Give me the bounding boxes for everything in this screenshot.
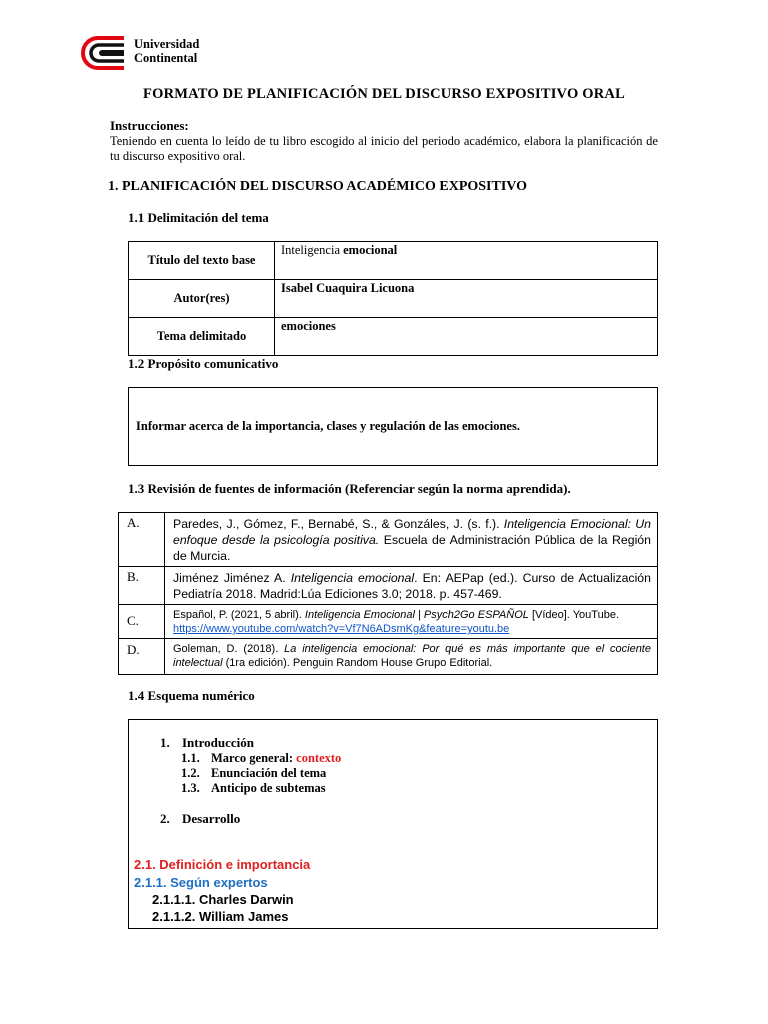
reference-b-authors: Jiménez Jiménez A. <box>173 571 291 585</box>
logo-line-2: Continental <box>134 51 198 65</box>
reference-b-title: Inteligencia emocional <box>290 571 415 585</box>
reference-d-title: La inteligencia emocional: Por qué es más importante que el cociente intelectual <box>173 643 651 669</box>
outline-number: 1.1. <box>181 751 200 765</box>
subsection-1-3-heading: 1.3 Revisión de fuentes de información (Referenciar según la norma aprendida). <box>128 481 571 496</box>
outline-item-1-3: Anticipo de subtemas <box>211 781 326 795</box>
reference-c-link[interactable]: https://www.youtube.com/watch?v=Vf7N6ADsmKg&feature=youtu.be <box>173 623 510 635</box>
instructions-heading: Instrucciones: <box>110 118 189 133</box>
continental-logo-icon <box>80 34 128 72</box>
reference-a <box>165 513 658 567</box>
table-row <box>129 242 658 280</box>
reference-c <box>165 605 658 639</box>
outline-number: 1.2. <box>181 766 200 780</box>
topic-table <box>128 241 658 356</box>
reference-b-publisher: . En: AEPap (ed.). Curso de Actualización Pediatría 2018. Madrid:Lúa Ediciones 3.0; 2018. p. 457-469. <box>173 571 651 601</box>
instructions-text: Teniendo en cuenta lo leído de tu libro escogido al inicio del periodo académico, elabora la planificación de tu discurso expositivo oral. <box>110 134 658 163</box>
outline-item-2-1-1: 2.1.1. Según expertos <box>134 875 268 890</box>
author-label: Autor(res) <box>129 280 275 318</box>
reference-a-title: Inteligencia Emocional: Un enfoque desde la psicología positiva. <box>173 517 651 547</box>
reference-b <box>165 567 658 605</box>
table-row <box>119 605 658 639</box>
reference-d-authors: Goleman, D. (2018). <box>173 643 285 655</box>
outline-number: 2. <box>160 811 170 826</box>
logo-wordmark <box>134 37 199 65</box>
topic-value: emociones <box>275 318 658 356</box>
subsection-1-1-heading: 1.1 Delimitación del tema <box>128 210 269 225</box>
reference-c-title: Inteligencia Emocional | Psych2Go ESPAÑOL <box>304 609 529 621</box>
outline-item-1-1 <box>211 751 341 766</box>
table-row <box>119 513 658 567</box>
outline-item-1-1-highlight: contexto <box>296 751 342 765</box>
reference-d-publisher: (1ra edición). Penguin Random House Grupo Editorial. <box>222 657 493 669</box>
purpose-text: Informar acerca de la importancia, clases y regulación de las emociones. <box>136 419 520 433</box>
reference-a-publisher: Escuela de Administración Pública de la Región de Murcia. <box>173 533 651 563</box>
reference-d <box>165 639 658 675</box>
reference-letter: B. <box>119 567 165 605</box>
university-logo <box>80 34 220 72</box>
outline-item-2-1-1-1: 2.1.1.1. Charles Darwin <box>152 892 294 907</box>
outline-item-1-2: Enunciación del tema <box>211 766 327 780</box>
title-value-part1: Inteligencia <box>281 243 344 257</box>
subsection-1-2-heading: 1.2 Propósito comunicativo <box>128 356 279 371</box>
outline-number: 1.3. <box>181 781 200 795</box>
section-1-heading: 1. PLANIFICACIÓN DEL DISCURSO ACADÉMICO EXPOSITIVO <box>108 179 528 194</box>
outline-number: 1. <box>160 735 170 750</box>
reference-c-source: [Vídeo]. YouTube. <box>528 609 620 621</box>
references-table <box>118 512 658 675</box>
outline-item-1: Introducción <box>182 735 254 750</box>
outline-item-1-1-label: Marco general: <box>211 751 297 765</box>
title-value-part2: emocional <box>343 243 398 257</box>
subsection-1-4-heading: 1.4 Esquema numérico <box>128 688 255 703</box>
table-row <box>129 280 658 318</box>
title-label: Título del texto base <box>129 242 275 280</box>
reference-letter: D. <box>119 639 165 675</box>
title-value <box>275 242 658 280</box>
reference-letter: C. <box>119 605 165 639</box>
purpose-box <box>128 387 658 466</box>
reference-c-authors: Español, P. (2021, 5 abril). <box>173 609 305 621</box>
table-row <box>119 567 658 605</box>
document-title: FORMATO DE PLANIFICACIÓN DEL DISCURSO EXPOSITIVO ORAL <box>143 86 625 102</box>
author-value: Isabel Cuaquira Licuona <box>275 280 658 318</box>
reference-a-authors: Paredes, J., Gómez, F., Bernabé, S., & Gonzáles, J. (s. f.). <box>173 517 504 531</box>
reference-letter: A. <box>119 513 165 567</box>
outline-item-2-1: 2.1. Definición e importancia <box>134 857 311 872</box>
numeric-outline-box <box>128 719 658 929</box>
outline-item-2-1-1-2: 2.1.1.2. William James <box>152 909 289 924</box>
table-row <box>129 318 658 356</box>
outline-item-2: Desarrollo <box>182 811 241 826</box>
topic-label: Tema delimitado <box>129 318 275 356</box>
logo-line-1: Universidad <box>134 37 200 51</box>
table-row <box>119 639 658 675</box>
